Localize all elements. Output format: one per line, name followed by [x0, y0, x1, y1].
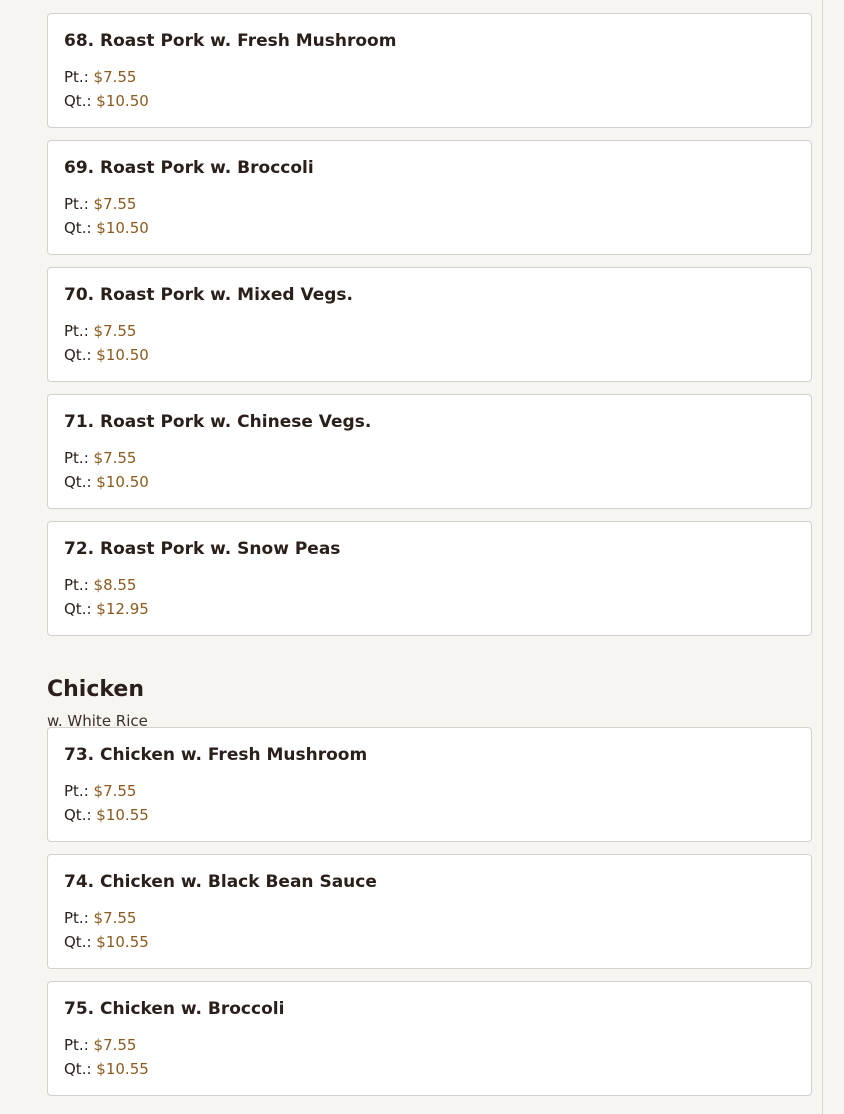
quart-price-row [64, 597, 795, 621]
pint-price: $7.55 [93, 782, 137, 800]
section-subtitle: w. White Rice [47, 712, 148, 730]
quart-label: Qt.: [64, 806, 92, 824]
menu-content [47, 13, 812, 1108]
pint-label: Pt.: [64, 195, 89, 213]
quart-price: $10.50 [96, 219, 149, 237]
pint-price-row [64, 1033, 795, 1057]
quart-price-row [64, 470, 795, 494]
menu-item-card[interactable] [47, 521, 812, 636]
menu-item-card[interactable] [47, 140, 812, 255]
section-header-chicken [47, 648, 812, 730]
pint-price-row [64, 319, 795, 343]
quart-label: Qt.: [64, 1060, 92, 1078]
menu-item-title: 72. Roast Pork w. Snow Peas [64, 539, 341, 559]
menu-item-card[interactable] [47, 394, 812, 509]
quart-price-row [64, 216, 795, 240]
pint-price-row [64, 192, 795, 216]
pint-price: $7.55 [93, 1036, 137, 1054]
menu-item-title: 71. Roast Pork w. Chinese Vegs. [64, 412, 372, 432]
pint-label: Pt.: [64, 782, 89, 800]
pint-price: $7.55 [93, 195, 137, 213]
quart-label: Qt.: [64, 219, 92, 237]
quart-price-row [64, 89, 795, 113]
quart-price: $10.50 [96, 473, 149, 491]
pint-price: $8.55 [93, 576, 137, 594]
pint-price: $7.55 [93, 449, 137, 467]
pint-label: Pt.: [64, 576, 89, 594]
menu-item-title: 69. Roast Pork w. Broccoli [64, 158, 314, 178]
quart-label: Qt.: [64, 933, 92, 951]
quart-price: $10.50 [96, 92, 149, 110]
quart-label: Qt.: [64, 473, 92, 491]
menu-item-card[interactable] [47, 854, 812, 969]
pint-price: $7.55 [93, 68, 137, 86]
quart-price-row [64, 1057, 795, 1081]
quart-label: Qt.: [64, 346, 92, 364]
pint-label: Pt.: [64, 449, 89, 467]
quart-price-row [64, 343, 795, 367]
quart-price: $10.50 [96, 346, 149, 364]
section-title: Chicken [47, 677, 145, 702]
quart-price-row [64, 803, 795, 827]
pint-label: Pt.: [64, 1036, 89, 1054]
pint-label: Pt.: [64, 68, 89, 86]
menu-item-title: 75. Chicken w. Broccoli [64, 999, 285, 1019]
quart-label: Qt.: [64, 92, 92, 110]
menu-item-card[interactable] [47, 981, 812, 1096]
pint-price-row [64, 906, 795, 930]
quart-price: $10.55 [96, 933, 149, 951]
quart-price-row [64, 930, 795, 954]
pint-price-row [64, 65, 795, 89]
pint-price-row [64, 446, 795, 470]
menu-item-card[interactable] [47, 267, 812, 382]
quart-price: $12.95 [96, 600, 149, 618]
menu-item-title: 70. Roast Pork w. Mixed Vegs. [64, 285, 354, 305]
pint-price: $7.55 [93, 909, 137, 927]
pint-label: Pt.: [64, 909, 89, 927]
quart-price: $10.55 [96, 1060, 149, 1078]
quart-price: $10.55 [96, 806, 149, 824]
quart-label: Qt.: [64, 600, 92, 618]
pint-label: Pt.: [64, 322, 89, 340]
menu-item-title: 68. Roast Pork w. Fresh Mushroom [64, 31, 397, 51]
page-right-border [822, 0, 823, 1114]
pint-price: $7.55 [93, 322, 137, 340]
pint-price-row [64, 573, 795, 597]
menu-item-card[interactable] [47, 13, 812, 128]
menu-item-title: 73. Chicken w. Fresh Mushroom [64, 745, 368, 765]
menu-item-card[interactable] [47, 727, 812, 842]
pint-price-row [64, 779, 795, 803]
menu-item-title: 74. Chicken w. Black Bean Sauce [64, 872, 377, 892]
